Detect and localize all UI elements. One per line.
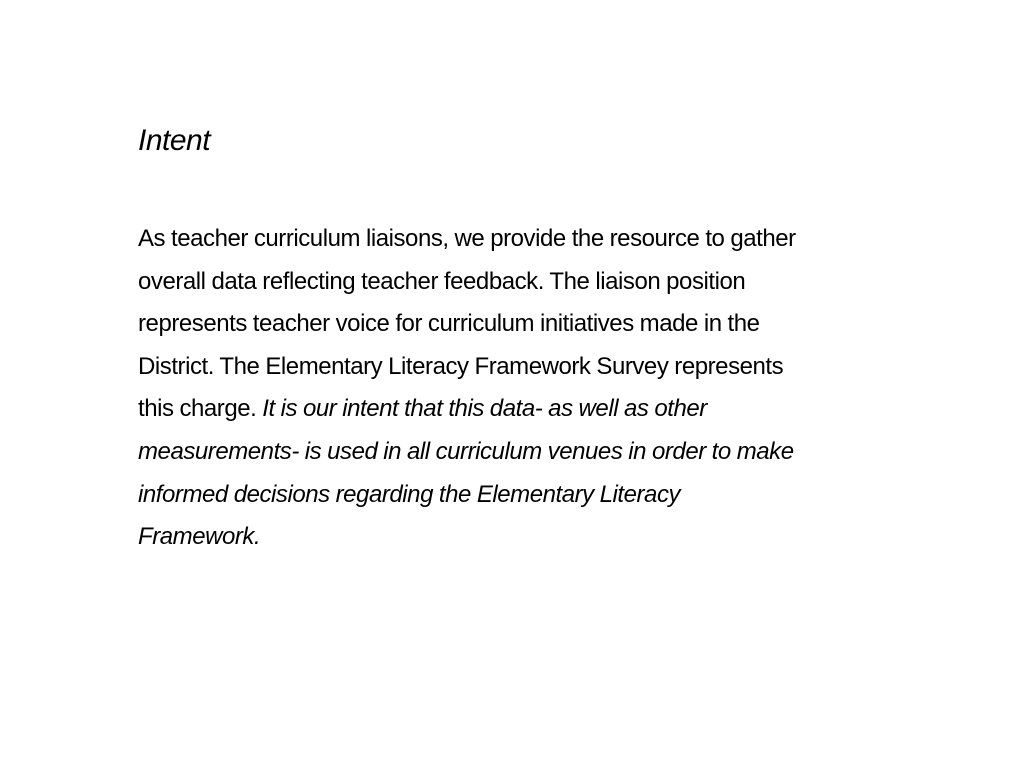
intent-statement-line-4: Framework. [138,523,261,551]
paragraph-line-4: District. The Elementary Literacy Framework Survey represents [138,352,784,380]
paragraph-line-2: overall data reflecting teacher feedback. The liaison position [138,267,746,295]
paragraph-line-3: represents teacher voice for curriculum initiatives made in the [138,310,760,338]
intent-statement-line-1: It is our intent that this data- as well as other [262,395,707,423]
intent-statement-line-2: measurements- is used in all curriculum venues in order to make [138,437,794,465]
intent-statement-line-3: informed decisions regarding the Elementary Literacy [138,480,681,508]
paragraph-line-1: As teacher curriculum liaisons, we provide the resource to gather [138,225,796,252]
intent-paragraph [138,218,968,559]
paragraph-line-5: this charge. [138,395,263,423]
slide-title: Intent [138,124,211,157]
